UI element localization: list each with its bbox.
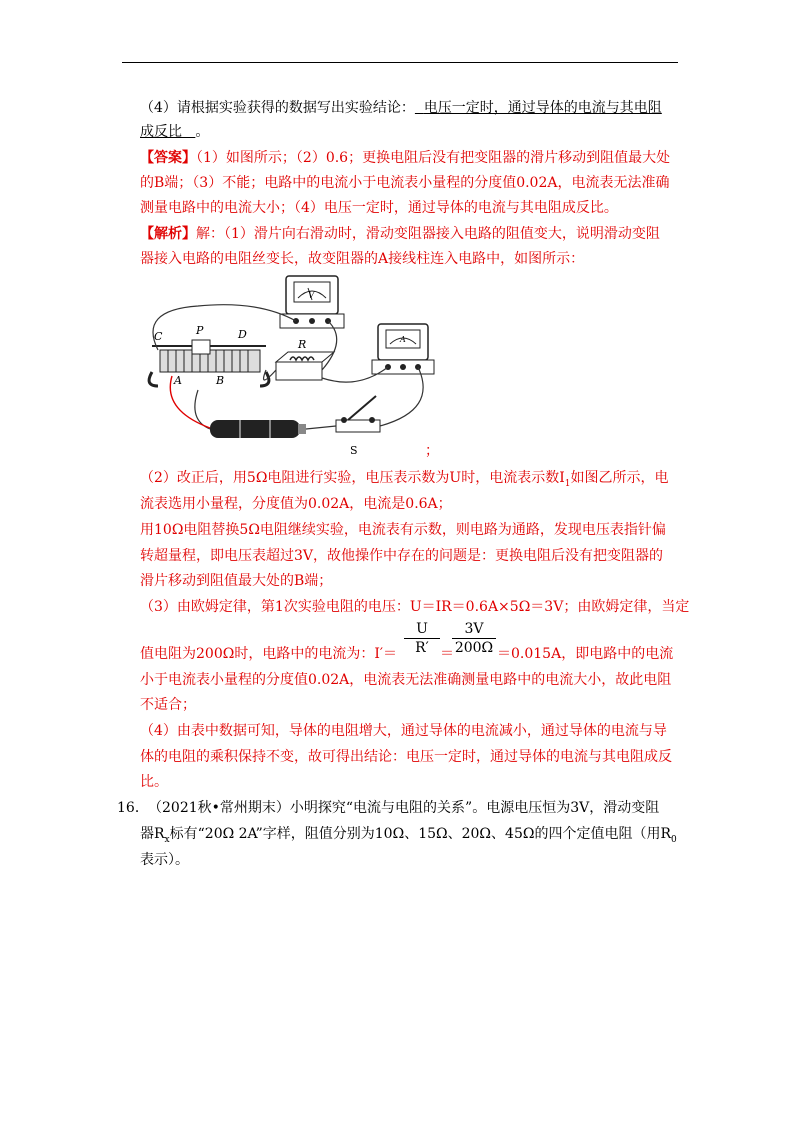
conclusion-answer-2: 成反比 [140,124,182,140]
question-16-line-1: （2021秋•常州期末）小明探究“电流与电阻的关系”。电源电压恒为3V，滑动变阻 [148,800,660,816]
circuit-diagram [138,270,438,460]
question-16-line-2 [140,824,677,850]
analysis-p2-line-1 [140,468,668,494]
ammeter-label: A [400,335,406,344]
voltmeter-icon [280,276,344,328]
analysis-text-1: 解：（1）滑片向右滑动时，滑动变阻器接入电路的阻值变大，说明滑动变阻 [196,226,660,242]
frac1-denominator: R′ [415,640,429,656]
analysis-p4-line-1: （4）由表中数据可知，导体的电阻增大，通过导体的电流减小，通过导体的电流与导 [140,723,667,739]
analysis-p2-text-1: （2）改正后，用5Ω电阻进行实验，电压表示数为U时，电流表示数I [140,470,565,486]
terminal-b-label: B [216,374,225,387]
analysis-tag: 【解析】 [140,226,196,242]
answer-line-1 [140,148,670,168]
analysis-p2-line-5: 滑片移动到阻值最大处的B端； [140,573,333,589]
terminal-c-label: C [154,330,163,343]
frac2-denominator: 200Ω [454,640,494,656]
switch-icon [336,396,380,432]
terminal-d-label: D [238,328,247,341]
switch-label: S [350,444,358,457]
terminal-p-label: P [196,324,204,337]
frac1-numerator: U [416,621,428,637]
current-subscript: 1 [564,478,571,489]
rheostat-icon [149,340,269,386]
header-rule [122,62,678,63]
q16-subscript-0: 0 [671,834,677,845]
analysis-p2-line-4: 转超量程，即电压表超过3V，故他操作中存在的问题是：更换电阻后没有把变阻器的 [140,548,664,564]
conclusion-line-2 [140,122,209,142]
q16-subscript-x: x [164,834,170,845]
q16-text-b: 标有“20Ω 2A”字样，阻值分别为10Ω、15Ω、20Ω、45Ω的四个定值电阻（用R [169,826,671,842]
answer-text-1: （1）如图所示；（2）0.6；更换电阻后没有把变阻器的滑片移动到阻值最大处 [196,150,671,166]
fraction-3v-over-200 [452,621,496,656]
formula-suffix: ＝0.015A，即电路中的电流 [497,646,674,662]
answer-line-3: 测量电路中的电流大小；（4）电压一定时，通过导体的电流与其电阻成反比。 [140,200,618,216]
analysis-line-2: 器接入电路的电阻丝变长，故变阻器的A接线柱连入电路中，如图所示： [140,251,585,267]
analysis-p3-line-2: 小于电流表小量程的分度值0.02A，电流表无法准确测量电路中的电流大小，故此电阻 [140,672,672,688]
answer-line-2: 的B端；（3）不能；电路中的电流小于电流表小量程的分度值0.02A，电流表无法准确 [140,175,670,191]
question-16-number: 16． [117,800,149,816]
analysis-p4-line-3: 比。 [140,774,168,790]
q16-text-a: 器R [140,826,165,842]
analysis-p2-tail: 如图乙所示，电 [570,470,669,486]
analysis-p2-line-2: 流表选用小量程，分度值为0.02A，电流是0.6A； [140,496,452,512]
conclusion-answer-1: 电压一定时，通过导体的电流与其电阻 [423,100,662,116]
formula-line [140,644,397,664]
conclusion-line [140,98,662,118]
formula-prefix: 值电阻为200Ω时，电路中的电流为：I′＝ [140,646,398,662]
analysis-line-1 [140,224,660,244]
conclusion-end: 。 [195,124,210,140]
frac2-numerator: 3V [464,621,484,637]
analysis-p4-line-2: 体的电阻的乘积保持不变，故可得出结论：电压一定时，通过导体的电流与其电阻成反 [140,749,672,765]
fraction-equals: ＝ [440,646,454,662]
battery-icon [210,420,306,438]
figure-suffix: ； [425,443,439,459]
question-16-line-3: 表示）。 [140,852,189,868]
voltmeter-label: V [308,291,315,301]
fraction-u-over-r [404,621,440,656]
analysis-p2-line-3: 用10Ω电阻替换5Ω电阻继续实验，电流表有示数，则电路为通路，发现电压表指针偏 [140,522,666,538]
analysis-p3-line-1: （3）由欧姆定律，第1次实验电阻的电压：U＝IR＝0.6A×5Ω＝3V；由欧姆定律，当定 [140,599,690,615]
answer-tag: 【答案】 [140,150,196,166]
ammeter-icon [372,324,434,374]
analysis-p3-line-3: 不适合； [140,697,196,713]
resistor-label: R [298,338,307,351]
terminal-a-label: A [174,374,182,387]
conclusion-prefix: （4）请根据实验获得的数据写出实验结论： [140,100,415,116]
